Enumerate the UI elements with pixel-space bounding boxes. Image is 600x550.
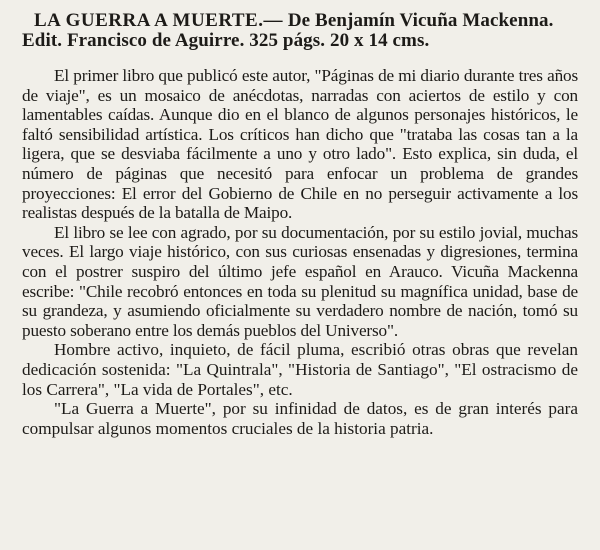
book-edition: Edit. Francisco de Aguirre. 325 págs. 20 x 14 cms.: [22, 30, 430, 51]
paragraph-2: El libro se lee con agrado, por su documentación, por su estilo jovial, muchas veces. El largo viaje histórico, con sus curiosas ensenadas y digresiones, termina con el postrer suspiro del último jefe español en Arauco. Vicuña Mackenna escribe: "Chile recobró entonces en toda su plenitud su magnífica unidad, base de su grandeza, y asumiendo oficialmente su verdadero nombre de nación, tomó su puesto soberano entre los demás pueblos del Universo".: [22, 222, 578, 340]
paragraph-3: Hombre activo, inquieto, de fácil pluma, escribió otras obras que revelan dedicación sostenida: "La Quintrala", "Historia de Santiago", "El ostracismo de los Carrera", "La vida de Portales", etc.: [22, 340, 578, 399]
paragraph-4: "La Guerra a Muerte", por su infinidad de datos, es de gran interés para compulsar algunos momentos cruciales de la historia patria.: [22, 399, 578, 438]
heading-line-1: [22, 11, 578, 31]
book-author: De Benjamín Vicuña Mackenna.: [287, 10, 554, 31]
review-body: [22, 66, 578, 438]
paragraph-1: El primer libro que publicó este autor, "Páginas de mi diario durante tres años de viaje", es un mosaico de anécdotas, narradas con aciertos de estilo y con lamentables caídas. Aunque dio en el blanco de algunos personajes históricos, le faltó sensibilidad artística. Los críticos han dicho que "trataba las cosas tan a la ligera, que se desviaba fácilmente a uno y otro lado". Esto explica, sin duda, el número de páginas que necesitó para enfocar un problema de grandes proyecciones: El error del Gobierno de Chile en no perseguir activamente a los realistas después de la batalla de Maipo.: [22, 66, 578, 223]
review-heading: [22, 11, 578, 51]
book-title: LA GUERRA A MUERTE.—: [34, 10, 283, 31]
